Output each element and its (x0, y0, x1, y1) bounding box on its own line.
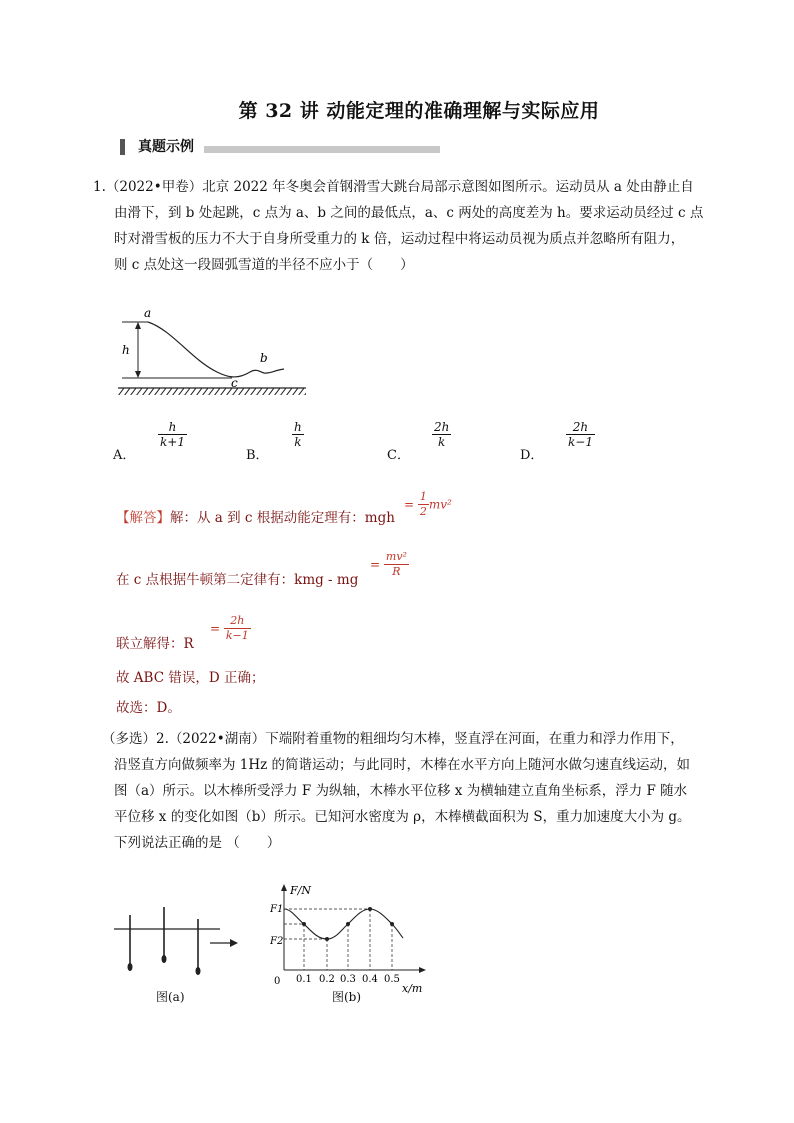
solution-eq-3 (210, 614, 251, 643)
section-header (120, 138, 440, 156)
solution-line-2: 在 c 点根据牛顿第二定律有：kmg - mg (116, 572, 359, 588)
height-arrow-head-down (135, 371, 141, 378)
x-tick-label: 0.4 (362, 974, 378, 985)
option-b-denominator: k (292, 434, 304, 449)
ski-slope-figure (112, 300, 312, 400)
x-axis-label: x/m (402, 982, 423, 994)
curve-point (368, 907, 372, 911)
curve-point (325, 937, 329, 941)
question-2-line: 图（a）所示。以木棒所受浮力 F 为纵轴，木棒水平位移 x 为横轴建立直角坐标系，浮力 F 随水 (114, 783, 688, 799)
x-tick-label: 0.2 (319, 974, 335, 985)
y-tick-f2: F2 (270, 936, 284, 947)
option-a-numerator: h (168, 420, 177, 434)
x-axis-arrow (419, 967, 426, 973)
question-1-line: 由滑下，到 b 处起跳，c 点为 a、b 之间的最低点，a、c 两处的高度差为 h。要求运动员经过 c 点 (114, 205, 704, 221)
label-c: c (231, 376, 238, 390)
rod-3-weight (196, 967, 201, 975)
eq1-numerator: 1 (419, 490, 427, 503)
label-b: b (260, 351, 268, 365)
option-c-fraction (432, 420, 451, 449)
question-1-line: 1.（2022•甲卷）北京 2022 年冬奥会首钢滑雪大跳台局部示意图如图所示。运动员从 a 处由静止自 (93, 179, 694, 195)
eq1-sign: = (404, 497, 415, 512)
x-tick-label: 0.1 (296, 974, 312, 985)
question-2-line: 平位移 x 的变化如图（b）所示。已知河水密度为 ρ，木棒横截面积为 S，重力加速度大小为 g。 (114, 809, 691, 825)
solution-line-5: 故选：D。 (116, 700, 181, 716)
figure-b (270, 882, 440, 994)
figure-a (108, 905, 248, 985)
solution-tag: 【解答】 (116, 510, 170, 526)
option-a-denominator: k+1 (160, 435, 185, 449)
page-title: 第 32 讲 动能定理的准确理解与实际应用 (238, 100, 600, 122)
curve-point (346, 922, 350, 926)
label-h: h (122, 343, 130, 357)
option-d-letter: D． (520, 448, 544, 463)
curve-point (302, 922, 306, 926)
question-2-line: 沿竖直方向做频率为 1Hz 的简谐运动；与此同时，木棒在水平方向上随河水做匀速直线运动，如 (114, 757, 691, 773)
eq1-denominator: 2 (419, 505, 427, 518)
x-tick-label: 0.3 (340, 974, 356, 985)
solution-line-3: 联立解得：R (116, 636, 194, 652)
option-b-numerator: h (294, 420, 302, 434)
solution-line-1 (116, 508, 395, 528)
question-2-text (102, 726, 691, 856)
option-d-fraction (566, 420, 595, 449)
y-tick-f1: F1 (270, 904, 284, 915)
section-marker (120, 139, 125, 155)
option-c-numerator: 2h (434, 420, 450, 434)
section-label: 真题示例 (138, 139, 194, 155)
eq1-term: mv² (428, 497, 452, 512)
eq3-denominator: k−1 (225, 629, 249, 642)
option-d-numerator: 2h (572, 420, 589, 434)
eq3-fraction (224, 614, 251, 643)
figure-b-caption: 图(b) (332, 990, 362, 1004)
option-b-fraction (292, 420, 304, 449)
rod-2-weight (162, 955, 167, 963)
label-a: a (144, 306, 152, 320)
eq3-sign: = (210, 621, 221, 636)
option-a-fraction (158, 420, 187, 449)
eq2-denominator: R (384, 564, 409, 579)
eq2-numerator: mv² (385, 550, 407, 563)
y-axis-label: F/N (290, 884, 311, 897)
solution-line-4: 故 ABC 错误，D 正确； (116, 670, 265, 686)
question-1-line: 时对滑雪板的压力不大于自身所受重力的 k 倍，运动过程中将运动员视为质点并忽略所有阻力， (114, 231, 685, 247)
option-d-denominator: k−1 (568, 435, 593, 449)
rod-1-weight (128, 963, 133, 971)
origin-label: 0 (274, 976, 281, 987)
curve-point (390, 922, 394, 926)
motion-arrow-head (230, 939, 238, 947)
option-a-letter: A． (113, 448, 136, 463)
solution-eq-2 (370, 550, 409, 579)
option-c-letter: C． (387, 448, 410, 463)
solution-eq-1 (404, 490, 452, 519)
figure-a-caption: 图(a) (156, 990, 185, 1004)
question-1-text (93, 174, 703, 278)
question-2-line: 下列说法正确的是 （ ） (114, 835, 281, 851)
eq1-fraction (418, 490, 429, 519)
eq2-sign: = (370, 557, 381, 572)
question-1-line: 则 c 点处这一段圆弧雪道的半径不应小于（ ） (114, 257, 414, 273)
ground-hatch (118, 388, 306, 395)
y-axis-arrow (281, 884, 287, 891)
height-arrow-head-up (135, 322, 141, 329)
solution-text-1: 解：从 a 到 c 根据动能定理有：mgh (170, 510, 395, 526)
eq2-fraction (384, 550, 409, 579)
section-divider (204, 146, 440, 153)
option-b-letter: B． (246, 448, 269, 463)
x-tick-label: 0.5 (384, 974, 400, 985)
slope-curve (148, 322, 284, 377)
option-c-denominator: k (432, 434, 451, 449)
question-2-line: （多选）2.（2022•湖南）下端附着重物的粗细均匀木棒，竖直浮在河面，在重力和浮力作用下， (102, 731, 684, 747)
eq3-numerator: 2h (230, 614, 245, 627)
